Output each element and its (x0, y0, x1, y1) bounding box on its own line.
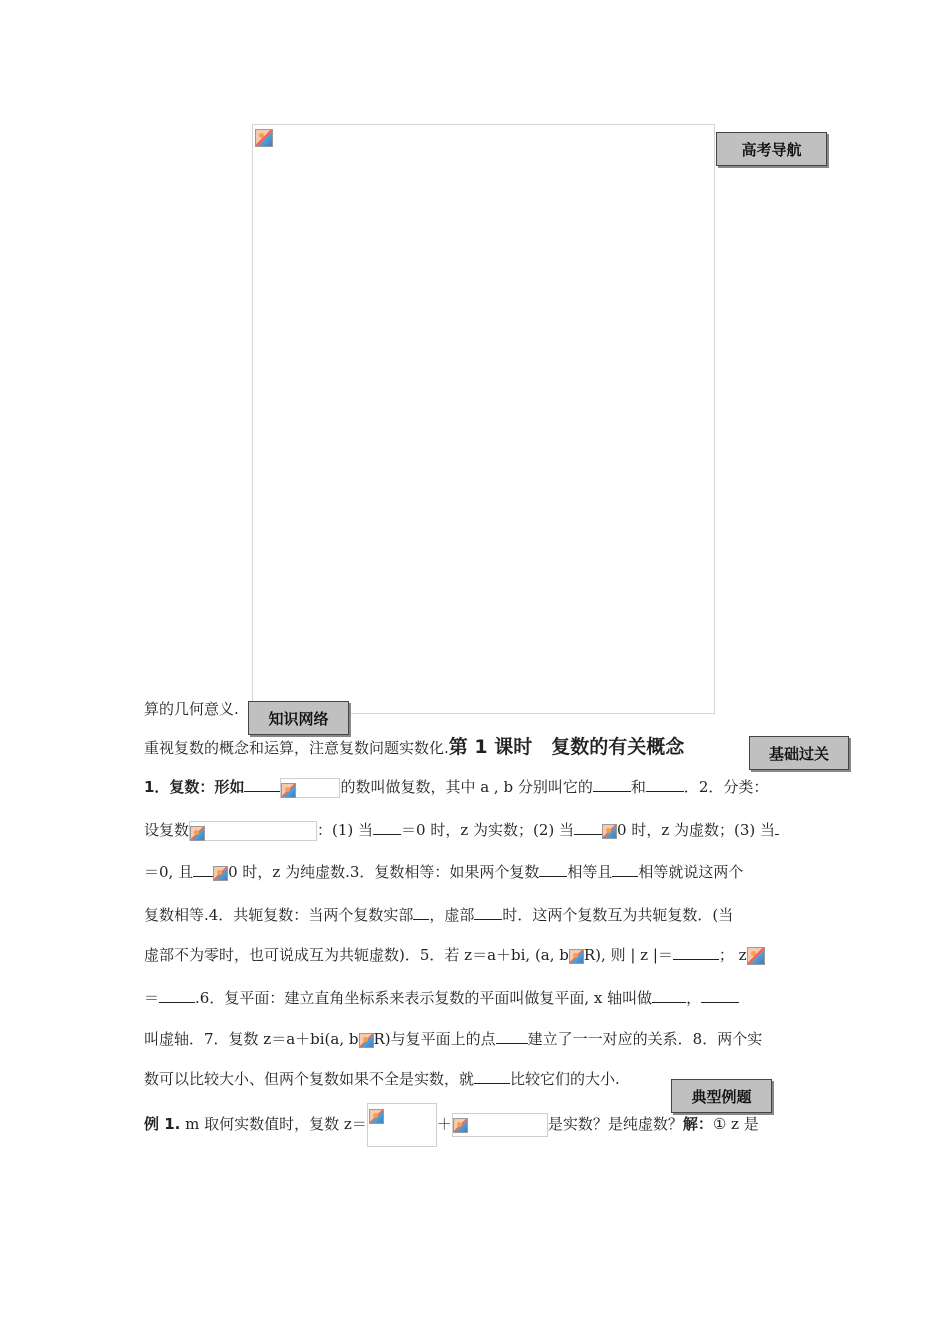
section-tag-jichu: 基础过关 (749, 736, 849, 770)
text-line: 数可以比较大小、但两个复数如果不全是实数，就 比较它们的大小. (144, 1067, 620, 1089)
image-placeholder-icon (359, 1033, 374, 1048)
text-line: 叫虚轴．7．复数 z＝a＋bi(a, b R)与复平面上的点 建立了一一对应的关系．8．两个实 (144, 1027, 762, 1049)
image-placeholder-icon (453, 1118, 468, 1133)
image-placeholder-icon (190, 826, 205, 841)
image-placeholder-icon (281, 783, 296, 798)
image-placeholder-icon (255, 129, 273, 147)
image-placeholder-icon (569, 949, 584, 964)
image-placeholder-icon (747, 947, 765, 965)
text-line: ＝0, 且 0 时，z 为纯虚数.3．复数相等：如果两个复数 相等且 相等就说这两个 (144, 860, 743, 882)
image-placeholder-icon (213, 866, 228, 881)
section-tag-zhishi: 知识网络 (248, 701, 349, 735)
text-line: 虚部不为零时，也可说成互为共轭虚数)．5．若 z＝a＋bi, (a, b R), 则 | z |＝ ； z (144, 943, 765, 965)
text-line: 复数相等.4．共轭复数：当两个复数实部 ，虚部 时．这两个复数互为共轭复数．(当 (144, 903, 733, 925)
section-tag-gaokao: 高考导航 (716, 132, 827, 166)
text-line: ＝ .6．复平面：建立直角坐标系来表示复数的平面叫做复平面, x 轴叫做 ， (144, 986, 739, 1008)
image-placeholder-icon (602, 824, 617, 839)
text-line: 设复数 ：(1) 当 ＝0 时，z 为实数；(2) 当 0 时，z 为虚数；(3) 当 (144, 818, 779, 841)
section-tag-dianxing: 典型例题 (671, 1079, 772, 1113)
text-line: 例 1. m 取何实数值时，复数 z＝ ＋ 是实数？是纯虚数？解：① z 是 (144, 1113, 759, 1147)
text-line: 重视复数的概念和运算，注意复数问题实数化.第 1 课时 复数的有关概念 (144, 736, 685, 758)
lesson-title: 第 1 课时 复数的有关概念 (448, 736, 685, 758)
text-line: 算的几何意义. (144, 700, 239, 718)
knowledge-network-image (252, 124, 715, 714)
text-line: 1．复数：形如 的数叫做复数，其中 a , b 分别叫它的 和 ．2．分类： (144, 775, 768, 798)
image-placeholder-icon (369, 1109, 384, 1124)
